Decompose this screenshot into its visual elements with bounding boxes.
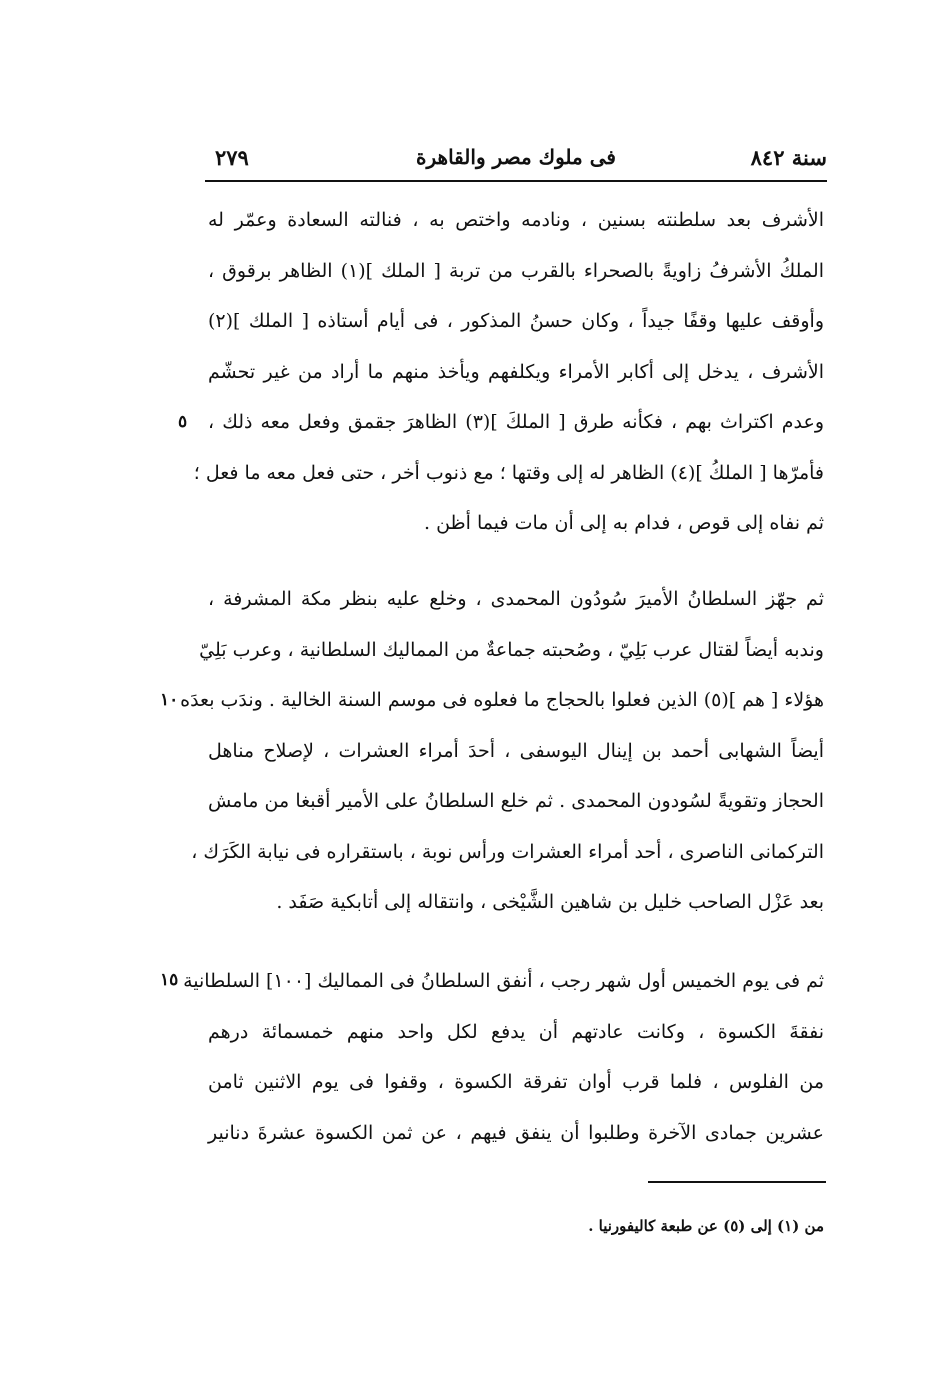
- text-line: ثم فى يوم الخميس أول شهر رجب ، أنفق السلطانُ فى المماليك [١٠٠] السلطانية: [183, 970, 824, 992]
- text-line: من الفلوس ، فلما قرب أوان تفرقة الكسوة ، وقفوا فى يوم الاثنين ثامن: [208, 1071, 824, 1093]
- footnote: من (١) إلى (٥) عن طبعة كاليفورنيا .: [588, 1217, 824, 1235]
- paragraph-2: [180, 574, 824, 928]
- text-line: وندبه أيضاً لقتال عرب بَلِيّ ، وصُحبته جماعةٌ من المماليك السلطانية ، وعرب بَلِيّ: [199, 638, 824, 661]
- text-line: الملكُ الأشرفُ زاويةً بالصحراء بالقرب من تربة [ الملك ](١) الظاهر برقوق ،: [208, 259, 824, 282]
- paragraph-3: [183, 956, 824, 1158]
- text-line: ثم نفاه إلى قوص ، فدام به إلى أن مات فيما أظن .: [423, 512, 824, 534]
- header-rule: [205, 180, 827, 182]
- text-line: وعدم اكتراث بهم ، فكأنه طرق [ الملكَ ](٣) الظاهرَ جقمق وفعل معه ذلك ،: [208, 411, 824, 433]
- page-number: ٢٧٩: [215, 145, 249, 170]
- text-line: عشرين جمادى الآخرة وطلبوا أن ينفق فيهم ، عن ثمن الكسوة عشرةَ دنانير: [208, 1121, 824, 1144]
- text-line: أيضاً الشهابى أحمد بن إينال اليوسفى ، أحدَ أمراء العشرات ، لإصلاح مناهل: [208, 739, 824, 762]
- header-year: سنة ٨٤٢: [750, 145, 827, 170]
- text-line: بعد عَزْل الصاحب خليل بن شاهين الشَّيْخى ، وانتقاله إلى أتابكية صَفَد .: [276, 891, 824, 913]
- paragraph-1: [193, 195, 824, 549]
- footnote-rule: [648, 1181, 826, 1183]
- margin-line-number: ٥: [178, 412, 188, 432]
- text-line: وأوقف عليها وقفًا جيداً ، وكان حسنُ المذكور ، فى أيام أستاذه [ الملك ](٢): [208, 310, 824, 332]
- text-line: التركمانى الناصرى ، أحد أمراء العشرات ورأس نوبة ، باستقراره فى نيابة الكَرَك ،: [191, 840, 824, 863]
- text-line: الأشرف ، يدخل إلى أكابر الأمراء ويكلفهم ويأخذ منهم ما أراد من غير تحشّم: [208, 360, 824, 383]
- running-header: [205, 145, 827, 179]
- text-line: الأشرف بعد سلطنته بسنين ، ونادمه واختص به ، فنالته السعادة وعمّر له: [208, 209, 824, 231]
- margin-line-number: ١٠: [160, 690, 179, 710]
- text-line: فأمرّها [ الملكُ ](٤) الظاهر له إلى وقتها ؛ مع ذنوب أخر ، حتى فعل معه ما فعل ؛: [193, 461, 824, 484]
- text-line: ثم جهّز السلطانُ الأميرَ سُودُون المحمدى ، وخلع عليه بنظر مكة المشرفة ،: [208, 588, 824, 610]
- text-line: هؤلاء [ هم ](٥) الذين فعلوا بالحجاج ما فعلوه فى موسم السنة الخالية . وندَب بعدَه: [180, 689, 824, 711]
- text-line: نفقةَ الكسوة ، وكانت عادتهم أن يدفع لكل واحد منهم خمسمائة درهم: [208, 1020, 824, 1043]
- header-title: فى ملوك مصر والقاهرة: [416, 145, 616, 169]
- text-line: الحجاز وتقويةً لسُودون المحمدى . ثم خلع السلطانُ على الأمير أقبغا من مامش: [208, 790, 824, 812]
- margin-line-number: ١٥: [160, 970, 179, 990]
